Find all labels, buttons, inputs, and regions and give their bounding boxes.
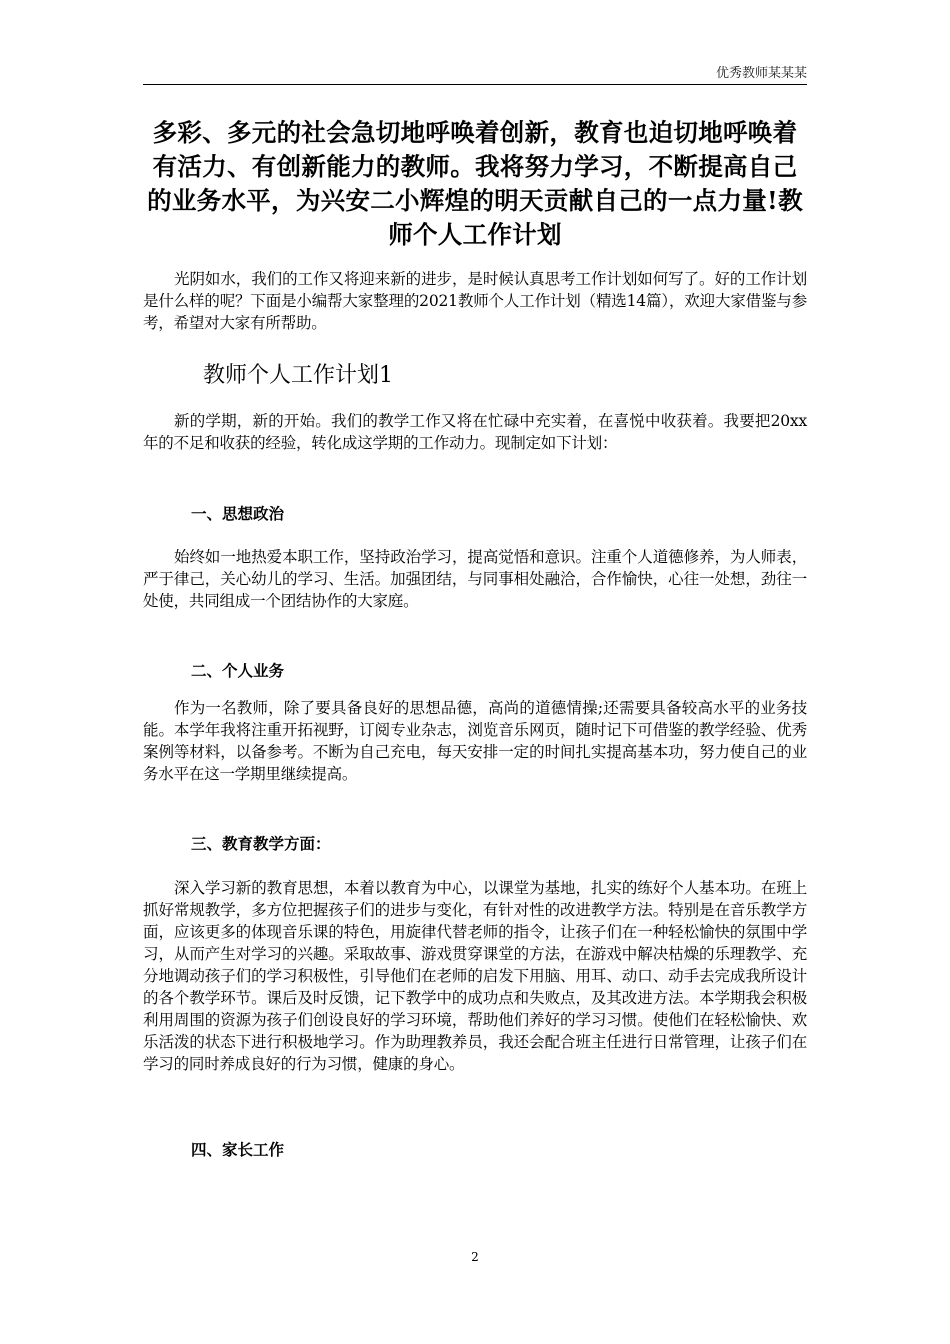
section-heading-2: 二、个人业务 xyxy=(191,661,285,680)
section-heading-4: 四、家长工作 xyxy=(191,1140,285,1159)
section-heading-3: 三、教育教学方面： xyxy=(191,834,331,853)
section-body-3: 深入学习新的教育思想，本着以教育为中心，以课堂为基地，扎实的练好个人基本功。在班上抓好常规教学，多方位把握孩子们的进步与变化，有针对性的改进教学方法。特别是在音乐教学方面，应该更多的体现音乐课的特色，用旋律代替老师的指令，让孩子们在一种轻松愉快的氛围中学习，从而产生对学习的兴趣。采取故事、游戏贯穿课堂的方法，在游戏中解决枯燥的乐理教学、充分地调动孩子们的学习积极性，引导他们在老师的启发下用脑、用耳、动口、动手去完成我所设计的各个教学环节。课后及时反馈，记下教学中的成功点和失败点，及其改进方法。本学期我会积极利用周围的资源为孩子们创设良好的学习环境，帮助他们养好的学习习惯。使他们在轻松愉快、欢乐活泼的状态下进行积极地学习。作为助理教养员，我还会配合班主任进行日常管理，让孩子们在学习的同时养成良好的行为习惯，健康的身心。 xyxy=(143,879,807,1073)
header-rule xyxy=(143,84,807,85)
opening-paragraph: 新的学期，新的开始。我们的教学工作又将在忙碌中充实着，在喜悦中收获着。我要把20xx年的不足和收获的经验，转化成这学期的工作动力。现制定如下计划： xyxy=(143,412,807,452)
section-heading-1: 一、思想政治 xyxy=(191,504,285,523)
running-header: 优秀教师某某某 xyxy=(715,66,807,81)
intro-paragraph: 光阴如水，我们的工作又将迎来新的进步，是时候认真思考工作计划如何写了。好的工作计划是什么样的呢？下面是小编帮大家整理的2021教师个人工作计划（精选14篇），欢迎大家借鉴与参考，希望对大家有所帮助。 xyxy=(143,270,807,332)
section-title: 教师个人工作计划1 xyxy=(203,363,393,388)
document-title: 多彩、多元的社会急切地呼唤着创新，教育也迫切地呼唤着有活力、有创新能力的教师。我将努力学习，不断提高自己的业务水平，为兴安二小辉煌的明天贡献自己的一点力量!教师个人工作计划 xyxy=(147,118,803,249)
section-body-2: 作为一名教师，除了要具备良好的思想品德，高尚的道德情操;还需要具备较高水平的业务技能。本学年我将注重开拓视野，订阅专业杂志，浏览音乐网页，随时记下可借鉴的教学经验、优秀案例等材料，以备参考。不断为自己充电，每天安排一定的时间扎实提高基本功，努力使自己的业务水平在这一学期里继续提高。 xyxy=(143,699,807,783)
section-body-1: 始终如一地热爱本职工作，坚持政治学习，提高觉悟和意识。注重个人道德修养，为人师表，严于律己，关心幼儿的学习、生活。加强团结，与同事相处融洽，合作愉快，心往一处想，劲往一处使，共同组成一个团结协作的大家庭。 xyxy=(143,548,807,610)
page-number: 2 xyxy=(471,1250,479,1264)
